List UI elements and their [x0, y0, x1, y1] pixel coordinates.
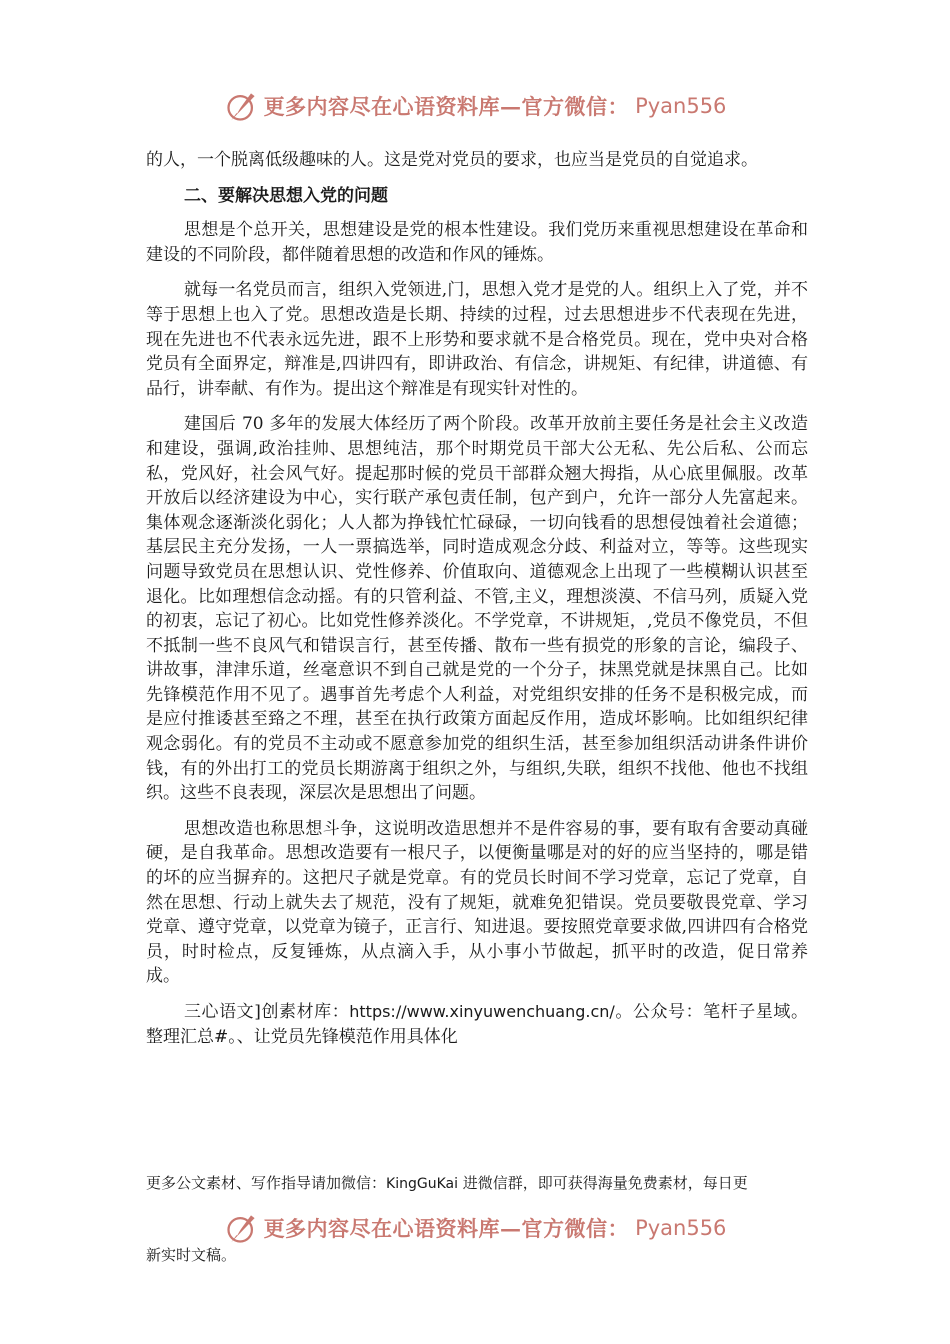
footer-note: [146, 1172, 808, 1195]
header-banner: [0, 84, 950, 128]
source-suffix: 。公众号：笔杆子星域。整理汇总#。、让党员先锋模范作用具体化: [146, 1002, 808, 1047]
section-heading: 二、要解决思想入党的问题: [184, 185, 388, 206]
source-url[interactable]: https://www.xinyuwenchuang.cn/: [349, 1002, 615, 1021]
paragraph: 思想是个总开关，思想建设是党的根本性建设。我们党历来重视思想建设在革命和建设的不同阶段，都伴随着思想的改造和作风的锤炼。: [146, 220, 808, 265]
footer-banner: [0, 1206, 950, 1250]
source-label: 三心语文]创素材库：: [184, 1002, 350, 1022]
footer-note-suffix: 进微信群，即可获得海量免费素材，每日更: [457, 1174, 748, 1192]
paragraph: 建国后 70 多年的发展大体经历了两个阶段。改革开放前主要任务是社会主义改造和建设，强调,政治挂帅、思想纯洁，那个时期党员干部大公无私、先公后私、公而忘私，党风好，社会风气好。提起那时候的党员干部群众翘大拇指，从心底里佩服。改革开放后以经济建设为中心，实行联产承包责任制，包产到户，允许一部分人先富起来。集体观念逐渐淡化弱化；人人都为挣钱忙忙碌碌，一切向钱看的思想侵蚀着社会道德；基层民主充分发扬，一人一票搞选举，同时造成观念分歧、利益对立，等等。这些现实问题导致党员在思想认识、党性修养、价值取向、道德观念上出现了一些模糊认识甚至退化。比如理想信念动摇。有的只管利益、不管,主义，理想淡漠、不信马列，质疑入党的初衷，忘记了初心。比如党性修养淡化。不学党章，不讲规矩，,党员不像党员，不但不抵制一些不良风气和错误言行，甚至传播、散布一些有损党的形象的言论，编段子、讲故事，津津乐道，丝毫意识不到自己就是党的一个分子，抹黑党就是抹黑自己。比如先锋模范作用不见了。遇事首先考虑个人利益，对党组织安排的任务不是积极完成，而是应付推诿甚至臵之不理，甚至在执行政策方面起反作用，造成坏影响。比如组织纪律观念弱化。有的党员不主动或不愿意参加党的组织生活，甚至参加组织活动讲条件讲价钱，有的外出打工的党员长期游离于组织之外，与组织,失联，组织不找他、他也不找组织。这些不良表现，深层次是思想出了问题。: [146, 414, 808, 804]
banner-text: 更多内容尽在心语资料库—官方微信：: [263, 94, 630, 119]
quill-logo-icon: [224, 88, 260, 124]
paragraph: 思想改造也称思想斗争，这说明改造思想并不是件容易的事，要有取有舍要动真碰硬，是自我革命。思想改造要有一根尺子，以便衡量哪是对的好的应当坚持的，哪是错的坏的应当摒弃的。这把尺子就是党章。有的党员长时间不学习党章，忘记了党章，自然在思想、行动上就失去了规范，没有了规矩，就难免犯错误。党员要敬畏党章、学习党章、遵守党章，以党章为镜子，正言行、知进退。要按照党章要求做,四讲四有合格党员，时时检点，反复锤炼，从点滴入手，从小事小节做起，抓平时的改造，促日常养成。: [146, 818, 808, 987]
paragraph: [146, 1000, 808, 1049]
banner-text: 更多内容尽在心语资料库—官方微信：: [263, 1216, 630, 1241]
paragraph: 就每一名党员而言，组织入党领进,门，思想入党才是党的人。组织上入了党，并不等于思想上也入了党。思想改造是长期、持续的过程，过去思想进步不代表现在先进，现在先进也不代表永远先进，跟不上形势和要求就不是合格党员。现在，党中央对合格党员有全面界定，辩准是,四讲四有，即讲政治、有信念，讲规矩、有纪律，讲道德、有品行，讲奉献、有作为。提出这个辩准是有现实针对性的。: [146, 280, 808, 399]
banner-wechat-id: Pyan556: [635, 94, 727, 118]
footer-wechat-id: KingGuKai: [386, 1176, 458, 1192]
paragraph: 的人，一个脱离低级趣味的人。这是党对党员的要求，也应当是党员的自觉追求。: [146, 150, 758, 170]
footer-tail: 新实时文稿。: [146, 1246, 237, 1264]
banner-wechat-id: Pyan556: [635, 1216, 727, 1240]
quill-logo-icon: [224, 1210, 260, 1246]
footer-note-text: 更多公文素材、写作指导请加微信：: [146, 1174, 387, 1192]
document-body: [146, 148, 808, 1049]
